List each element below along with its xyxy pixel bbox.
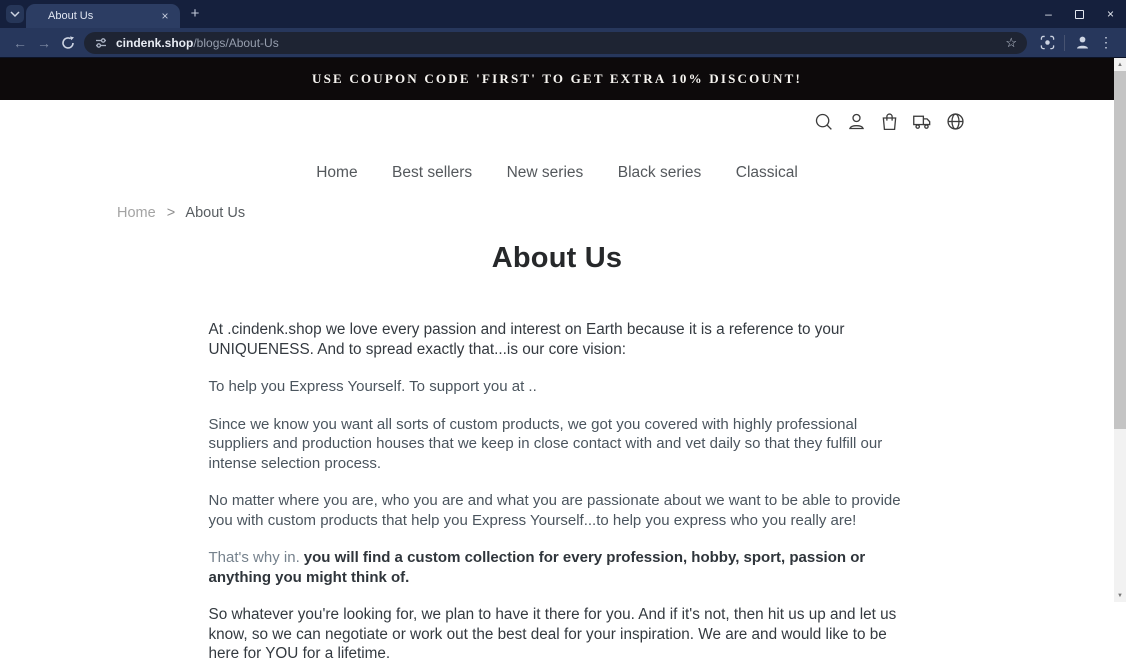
shopping-bag-icon [879, 111, 900, 132]
breadcrumb-home-link[interactable]: Home [117, 205, 156, 221]
maximize-button[interactable] [1064, 0, 1095, 28]
breadcrumb [117, 192, 997, 221]
web-page [0, 58, 1114, 662]
search-button[interactable] [813, 111, 834, 132]
reload-button[interactable] [56, 31, 80, 55]
account-button[interactable] [846, 111, 867, 132]
window-controls [1033, 0, 1126, 28]
bookmark-star-icon[interactable]: ☆ [1005, 34, 1017, 50]
nav-item-black-series[interactable]: Black series [617, 164, 702, 181]
profile-icon [1074, 34, 1091, 51]
tab-search-button[interactable] [6, 5, 24, 23]
truck-icon [912, 111, 933, 132]
page-title: About Us [491, 242, 623, 274]
language-button[interactable] [945, 111, 966, 132]
article-content [209, 320, 906, 664]
scrollbar-thumb[interactable] [1114, 71, 1126, 429]
forward-button[interactable]: → [37, 34, 51, 51]
cart-button[interactable] [879, 111, 900, 132]
paragraph: Since we know you want all sorts of custom products, we got you covered with highly professional suppliers and production houses that we keep in close contact with and vet daily so that they fulfill our intense selection process. [208, 415, 883, 472]
paragraph: To help you Express Yourself. To support you at .. [208, 378, 537, 395]
nav-item-home[interactable]: Home [316, 164, 358, 181]
tab-close-icon[interactable]: × [161, 9, 169, 23]
globe-icon [945, 111, 966, 132]
address-bar[interactable] [84, 32, 1027, 54]
paragraph: So whatever you're looking for, we plan to have it there for you. And if it's not, then hit us up and let us know, so we can negotiate or work out the best deal for your inspiration. We are and would like to be here for YOU for a lifetime. [208, 606, 897, 662]
order-tracking-button[interactable] [912, 111, 933, 132]
paragraph-emphasis: you will find a custom collection for every profession, hobby, sport, passion or anything you might think of. [208, 549, 866, 586]
nav-item-best-sellers[interactable]: Best sellers [392, 164, 473, 181]
paragraph: No matter where you are, who you are and what you are passionate about we want to be able to provide you with custom products that help you Express Yourself...to help you express who you really are! [208, 492, 901, 529]
minimize-button[interactable]: – [1045, 7, 1052, 21]
lens-button[interactable] [1035, 31, 1059, 55]
nav-item-new-series[interactable]: New series [506, 164, 584, 181]
browser-tab-active[interactable] [26, 4, 180, 28]
site-settings-icon[interactable] [94, 36, 108, 50]
new-tab-button[interactable]: + [190, 5, 200, 22]
close-window-button[interactable]: × [1106, 7, 1114, 21]
reload-icon [61, 36, 75, 50]
url-path: /blogs/About-Us [193, 35, 279, 50]
page-scrollbar[interactable] [1114, 58, 1126, 602]
chevron-down-icon [10, 11, 20, 17]
main-nav [0, 147, 1114, 192]
paragraph-lead: That's why in. [208, 549, 300, 566]
shop-header [0, 100, 1114, 147]
scroll-up-icon[interactable]: ▲ [1117, 61, 1123, 68]
browser-toolbar [0, 28, 1126, 58]
nav-item-classical[interactable]: Classical [735, 164, 798, 181]
restore-icon [1075, 10, 1084, 19]
toolbar-separator [1064, 35, 1065, 51]
scroll-down-icon[interactable]: ▼ [1117, 592, 1123, 599]
url-text[interactable] [116, 36, 279, 50]
browser-menu-button[interactable]: ⋮ [1099, 34, 1113, 50]
header-icon-row [813, 111, 966, 132]
breadcrumb-separator: > [166, 205, 176, 221]
back-button[interactable]: ← [13, 34, 27, 51]
announcement-bar [0, 58, 1114, 100]
paragraph [209, 548, 906, 587]
breadcrumb-current: About Us [185, 205, 246, 221]
url-host: cindenk.shop [116, 35, 194, 50]
profile-button[interactable] [1070, 31, 1094, 55]
tab-title: About Us [48, 10, 94, 22]
search-icon [813, 111, 834, 132]
user-icon [846, 111, 867, 132]
announcement-text: USE COUPON CODE 'FIRST' TO GET EXTRA 10% DISCOUNT! [312, 71, 802, 86]
tab-strip [0, 0, 1126, 28]
lens-icon [1040, 35, 1055, 50]
paragraph: At .cindenk.shop we love every passion and interest on Earth because it is a reference to your UNIQUENESS. And to spread exactly that...is our core vision: [208, 321, 845, 358]
